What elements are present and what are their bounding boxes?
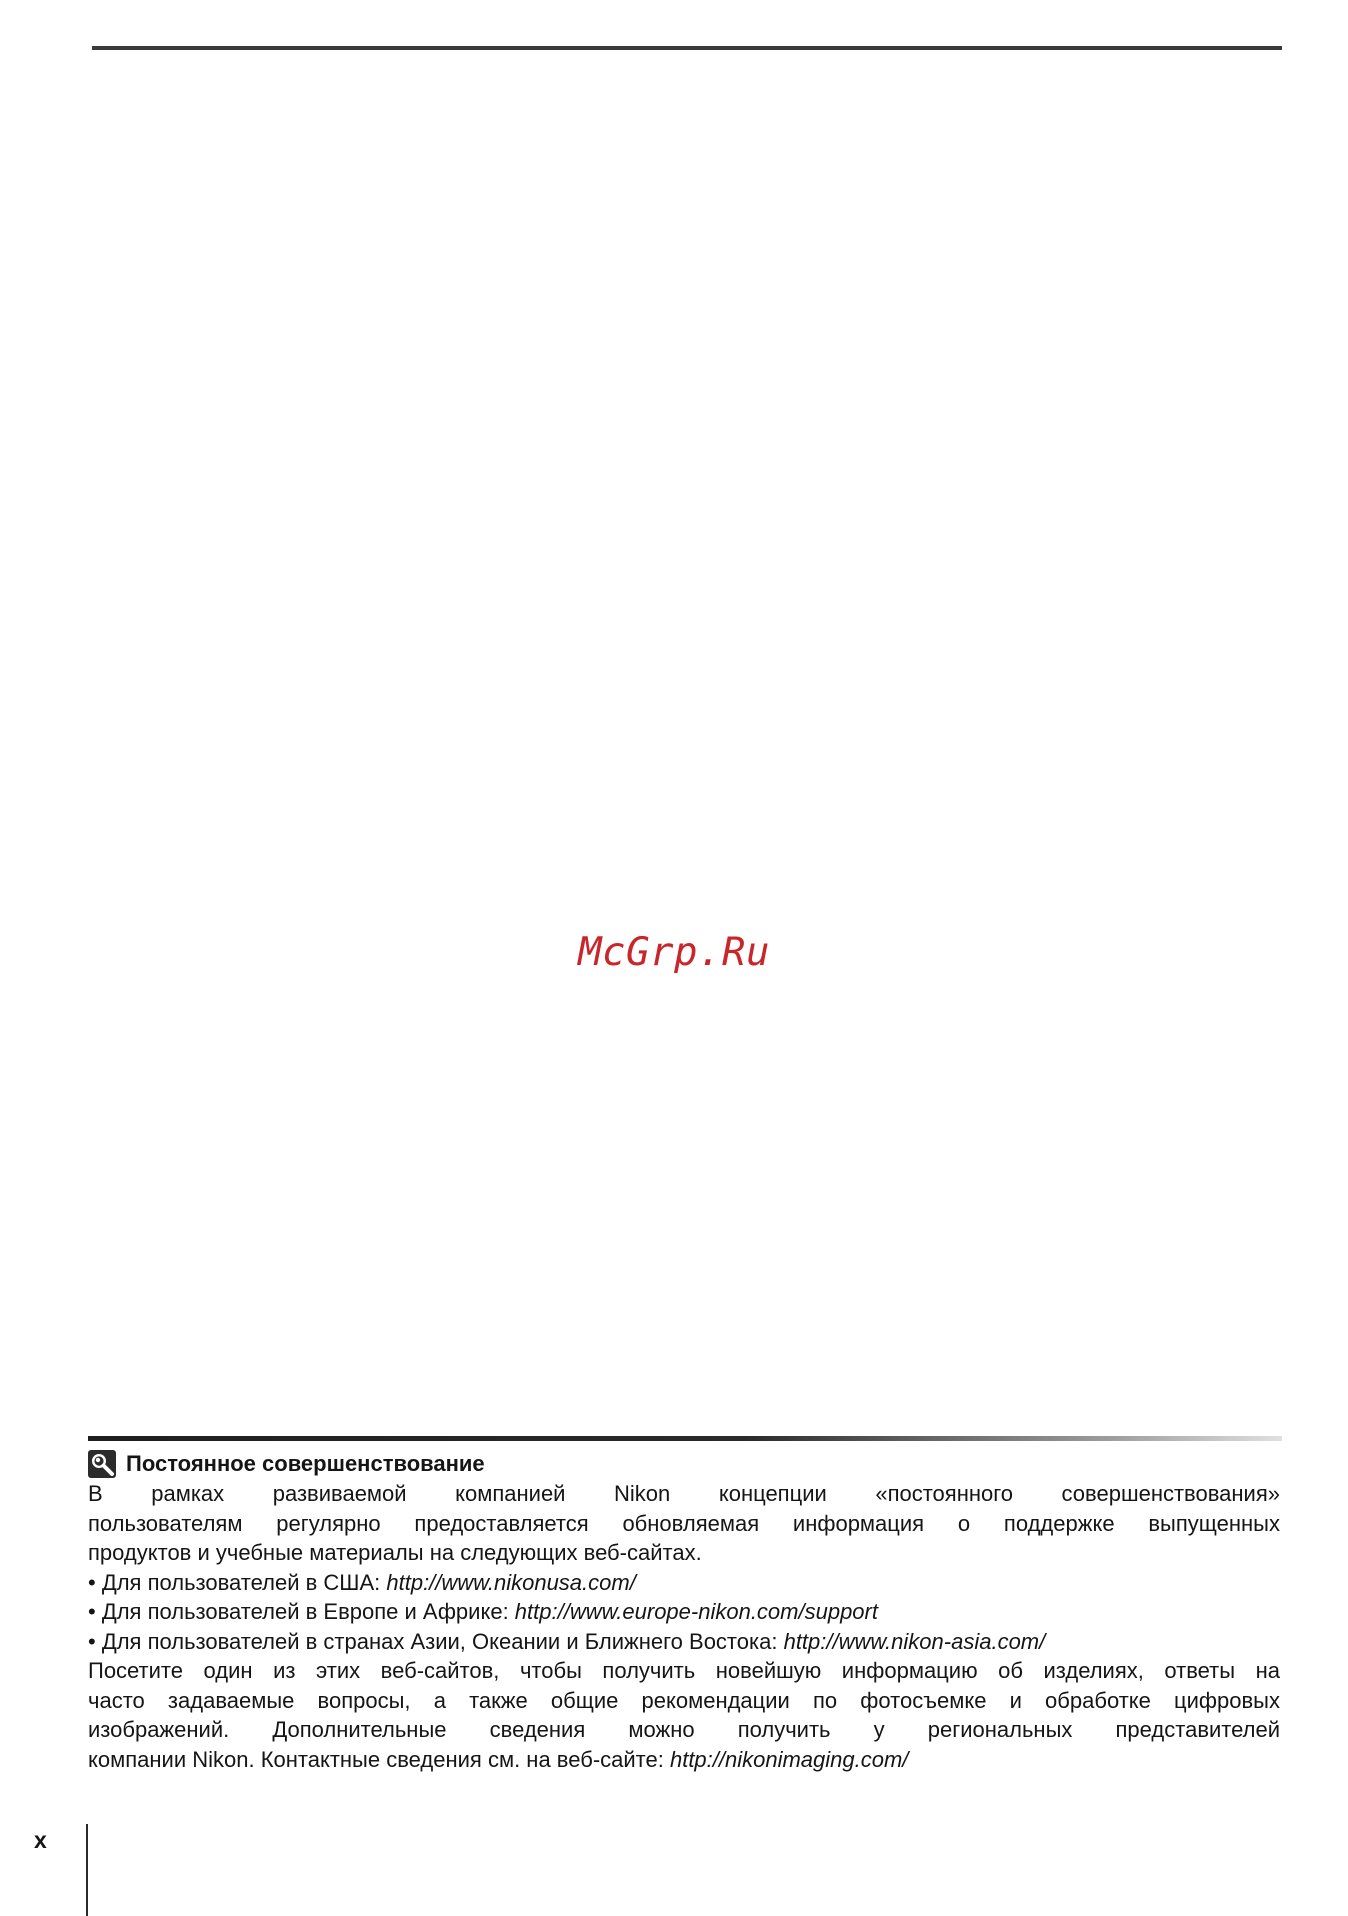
outro-line: часто задаваемые вопросы, а также общие рекомендации по фотосъемке и обработке цифровых [88, 1687, 1280, 1713]
note-outro [88, 1656, 1280, 1774]
outro-line: Посетите один из этих веб-сайтов, чтобы получить новейшую информацию об изделиях, ответы на [88, 1658, 1280, 1683]
header-rule [92, 46, 1282, 50]
watermark: McGrp.Ru [578, 930, 770, 975]
outro-last-text: компании Nikon. Контактные сведения см. на веб-сайте: [88, 1746, 670, 1772]
margin-rule [86, 1824, 88, 1916]
note-header [88, 1449, 1280, 1479]
imaging-link[interactable]: http://nikonimaging.com/ [669, 1746, 909, 1772]
outro-line [88, 1745, 1280, 1775]
site-label: • Для пользователей в странах Азии, Океании и Ближнего Востока: [88, 1628, 784, 1654]
site-link[interactable]: http://www.europe-nikon.com/support [514, 1599, 878, 1624]
site-label: • Для пользователей в Европе и Африке: [88, 1599, 515, 1624]
site-item [88, 1597, 1280, 1627]
outro-line: изображений. Дополнительные сведения можно получить у региональных представителей [88, 1717, 1280, 1742]
intro-line: пользователям регулярно предоставляется обновляемая информация о поддержке выпущенных [88, 1510, 1280, 1536]
site-link[interactable]: http://www.nikon-asia.com/ [783, 1628, 1046, 1654]
note-section [88, 1449, 1280, 1774]
site-label: • Для пользователей в США: [88, 1569, 387, 1595]
note-title: Постоянное совершенствование [126, 1451, 485, 1477]
note-rule [88, 1436, 1282, 1441]
magnifier-icon [88, 1450, 116, 1478]
note-intro [88, 1479, 1280, 1568]
site-list [88, 1568, 1280, 1657]
site-item [88, 1568, 1280, 1598]
site-item [88, 1627, 1280, 1657]
intro-line: В рамках развиваемой компанией Nikon концепции «постоянного совершенствования» [88, 1481, 1280, 1506]
page-number: x [34, 1827, 47, 1853]
site-link[interactable]: http://www.nikonusa.com/ [386, 1569, 636, 1595]
intro-line: продуктов и учебные материалы на следующих веб-сайтах. [88, 1540, 702, 1565]
